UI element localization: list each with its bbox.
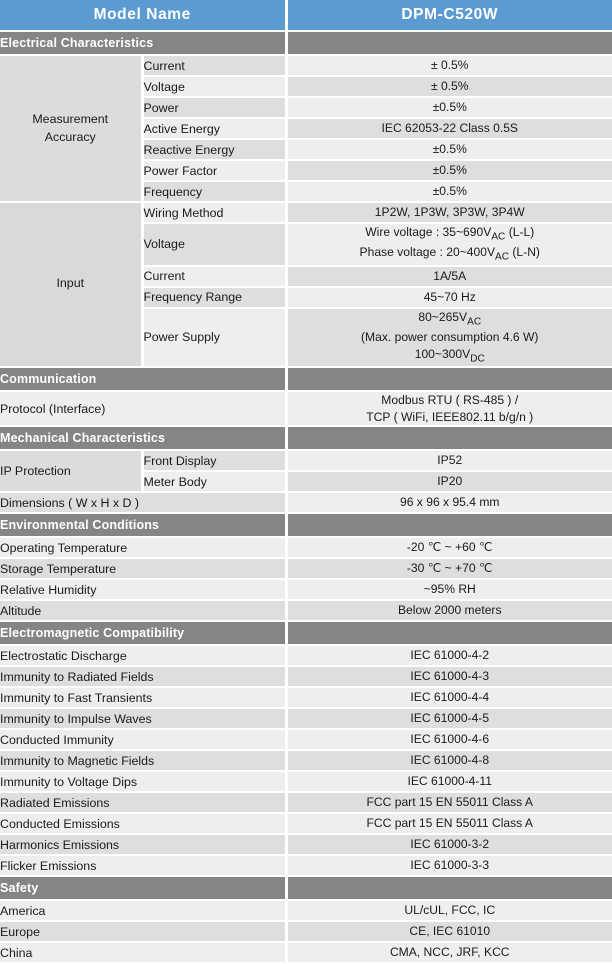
row-value: IEC 61000-4-11 [286, 771, 612, 792]
row-value: IEC 61000-3-3 [286, 855, 612, 876]
row-value: IEC 61000-4-8 [286, 750, 612, 771]
row-value: ±0.5% [286, 139, 612, 160]
row-label: Europe [0, 921, 286, 942]
table-row [0, 558, 612, 579]
row-label: Altitude [0, 600, 286, 621]
section-title-safety: Safety [0, 876, 286, 900]
row-label: Active Energy [142, 118, 286, 139]
row-label: Reactive Energy [142, 139, 286, 160]
row-label: Radiated Emissions [0, 792, 286, 813]
row-value: 1P2W, 1P3W, 3P3W, 3P4W [286, 202, 612, 223]
section-title-electrical: Electrical Characteristics [0, 31, 286, 55]
section-title-environmental: Environmental Conditions [0, 513, 286, 537]
row-value: ~95% RH [286, 579, 612, 600]
row-label: Current [142, 55, 286, 76]
row-value: Below 2000 meters [286, 600, 612, 621]
row-value: IP52 [286, 450, 612, 471]
row-label: Storage Temperature [0, 558, 286, 579]
row-label: Power Supply [142, 308, 286, 367]
row-value: IEC 61000-4-5 [286, 708, 612, 729]
group-label-ip-protection: IP Protection [0, 450, 142, 492]
table-row [0, 645, 612, 666]
row-value: ±0.5% [286, 160, 612, 181]
table-row [0, 537, 612, 558]
section-blank-cell [286, 367, 612, 391]
table-row [0, 450, 612, 471]
row-label: Flicker Emissions [0, 855, 286, 876]
row-value: ± 0.5% [286, 55, 612, 76]
section-title-mechanical: Mechanical Characteristics [0, 426, 286, 450]
row-label: China [0, 942, 286, 963]
section-header-environmental [0, 513, 612, 537]
row-label: Protocol (Interface) [0, 391, 286, 426]
table-row [0, 729, 612, 750]
row-label: Wiring Method [142, 202, 286, 223]
row-value: IEC 61000-4-4 [286, 687, 612, 708]
table-row [0, 942, 612, 963]
group-label-text-line2: Accuracy [44, 129, 96, 144]
section-header-safety [0, 876, 612, 900]
value-line-2: Phase voltage : $20\sim 400V_{AC}$ (L-N) [359, 245, 540, 263]
row-label: Conducted Immunity [0, 729, 286, 750]
table-row [0, 687, 612, 708]
row-label: Relative Humidity [0, 579, 286, 600]
row-label: Power [142, 97, 286, 118]
row-label: Current [142, 266, 286, 287]
row-value: FCC part 15 EN 55011 Class A [286, 792, 612, 813]
value-line-2: (Max. power consumption 4.6 W) [361, 329, 539, 344]
row-value: ± 0.5% [286, 76, 612, 97]
table-row [0, 55, 612, 76]
row-value: ±0.5% [286, 97, 612, 118]
row-label: Frequency [142, 181, 286, 202]
table-row [0, 202, 612, 223]
unit-subscript: DC [470, 353, 485, 365]
row-value: -30 ℃ ~ +70 ℃ [286, 558, 612, 579]
row-value: ±0.5% [286, 181, 612, 202]
table-row [0, 579, 612, 600]
value-line-1: Modbus RTU ( RS-485 ) / [381, 392, 519, 407]
row-label: Front Display [142, 450, 286, 471]
row-value: IEC 62053-22 Class 0.5S [286, 118, 612, 139]
unit-subscript: AC [467, 316, 482, 328]
table-row [0, 666, 612, 687]
row-value: UL/cUL, FCC, IC [286, 900, 612, 921]
table-row [0, 600, 612, 621]
section-header-emc [0, 621, 612, 645]
row-value [286, 391, 612, 426]
table-title-row [0, 0, 612, 31]
row-value: CMA, NCC, JRF, KCC [286, 942, 612, 963]
group-label-measurement-accuracy [0, 55, 142, 202]
row-label: Immunity to Radiated Fields [0, 666, 286, 687]
row-label: Voltage [142, 76, 286, 97]
section-header-communication [0, 367, 612, 391]
table-row [0, 391, 612, 426]
row-value [286, 308, 612, 367]
row-value: CE, IEC 61010 [286, 921, 612, 942]
model-name-header: Model Name [0, 0, 286, 31]
row-value: 45~70 Hz [286, 287, 612, 308]
row-label: Conducted Emissions [0, 813, 286, 834]
row-value [286, 223, 612, 266]
table-row [0, 813, 612, 834]
value-line-1: Wire voltage : $35\sim 690V_{AC}$ (L-L) [365, 225, 535, 243]
value-line-2: TCP ( WiFi, IEEE802.11 b/g/n ) [366, 409, 534, 424]
row-label: Frequency Range [142, 287, 286, 308]
table-row [0, 708, 612, 729]
table-row [0, 900, 612, 921]
row-label: Power Factor [142, 160, 286, 181]
row-value: 96 x 96 x 95.4 mm [286, 492, 612, 513]
row-value: -20 ℃ ~ +60 ℃ [286, 537, 612, 558]
section-blank-cell [286, 876, 612, 900]
row-value: 1A/5A [286, 266, 612, 287]
row-label: Dimensions ( W x H x D ) [0, 492, 286, 513]
row-label: Voltage [142, 223, 286, 266]
section-blank-cell [286, 621, 612, 645]
row-label: Operating Temperature [0, 537, 286, 558]
row-label: Harmonics Emissions [0, 834, 286, 855]
model-value-header: DPM-C520W [286, 0, 612, 31]
table-row [0, 771, 612, 792]
value-line-3: $100\sim 300V_{DC}$ [414, 346, 485, 365]
section-header-mechanical [0, 426, 612, 450]
section-blank-cell [286, 31, 612, 55]
group-label-text-line1: Measurement [32, 111, 109, 126]
table-row [0, 792, 612, 813]
row-value: IP20 [286, 471, 612, 492]
table-row [0, 750, 612, 771]
section-blank-cell [286, 426, 612, 450]
unit-subscript: AC [491, 231, 506, 243]
row-value: IEC 61000-4-6 [286, 729, 612, 750]
table-row [0, 834, 612, 855]
row-label: Immunity to Impulse Waves [0, 708, 286, 729]
row-label: Immunity to Magnetic Fields [0, 750, 286, 771]
row-label: Immunity to Fast Transients [0, 687, 286, 708]
row-label: Electrostatic Discharge [0, 645, 286, 666]
row-label: America [0, 900, 286, 921]
row-value: FCC part 15 EN 55011 Class A [286, 813, 612, 834]
section-header-electrical [0, 31, 612, 55]
row-value: IEC 61000-4-2 [286, 645, 612, 666]
unit-subscript: AC [495, 251, 510, 263]
row-label: Immunity to Voltage Dips [0, 771, 286, 792]
row-value: IEC 61000-3-2 [286, 834, 612, 855]
row-value: IEC 61000-4-3 [286, 666, 612, 687]
group-label-input: Input [0, 202, 142, 367]
table-row [0, 492, 612, 513]
row-label: Meter Body [142, 471, 286, 492]
table-row [0, 855, 612, 876]
value-line-1: $80\sim 265V_{AC}$ [418, 309, 482, 328]
table-row [0, 921, 612, 942]
section-title-communication: Communication [0, 367, 286, 391]
section-title-emc: Electromagnetic Compatibility [0, 621, 286, 645]
section-blank-cell [286, 513, 612, 537]
